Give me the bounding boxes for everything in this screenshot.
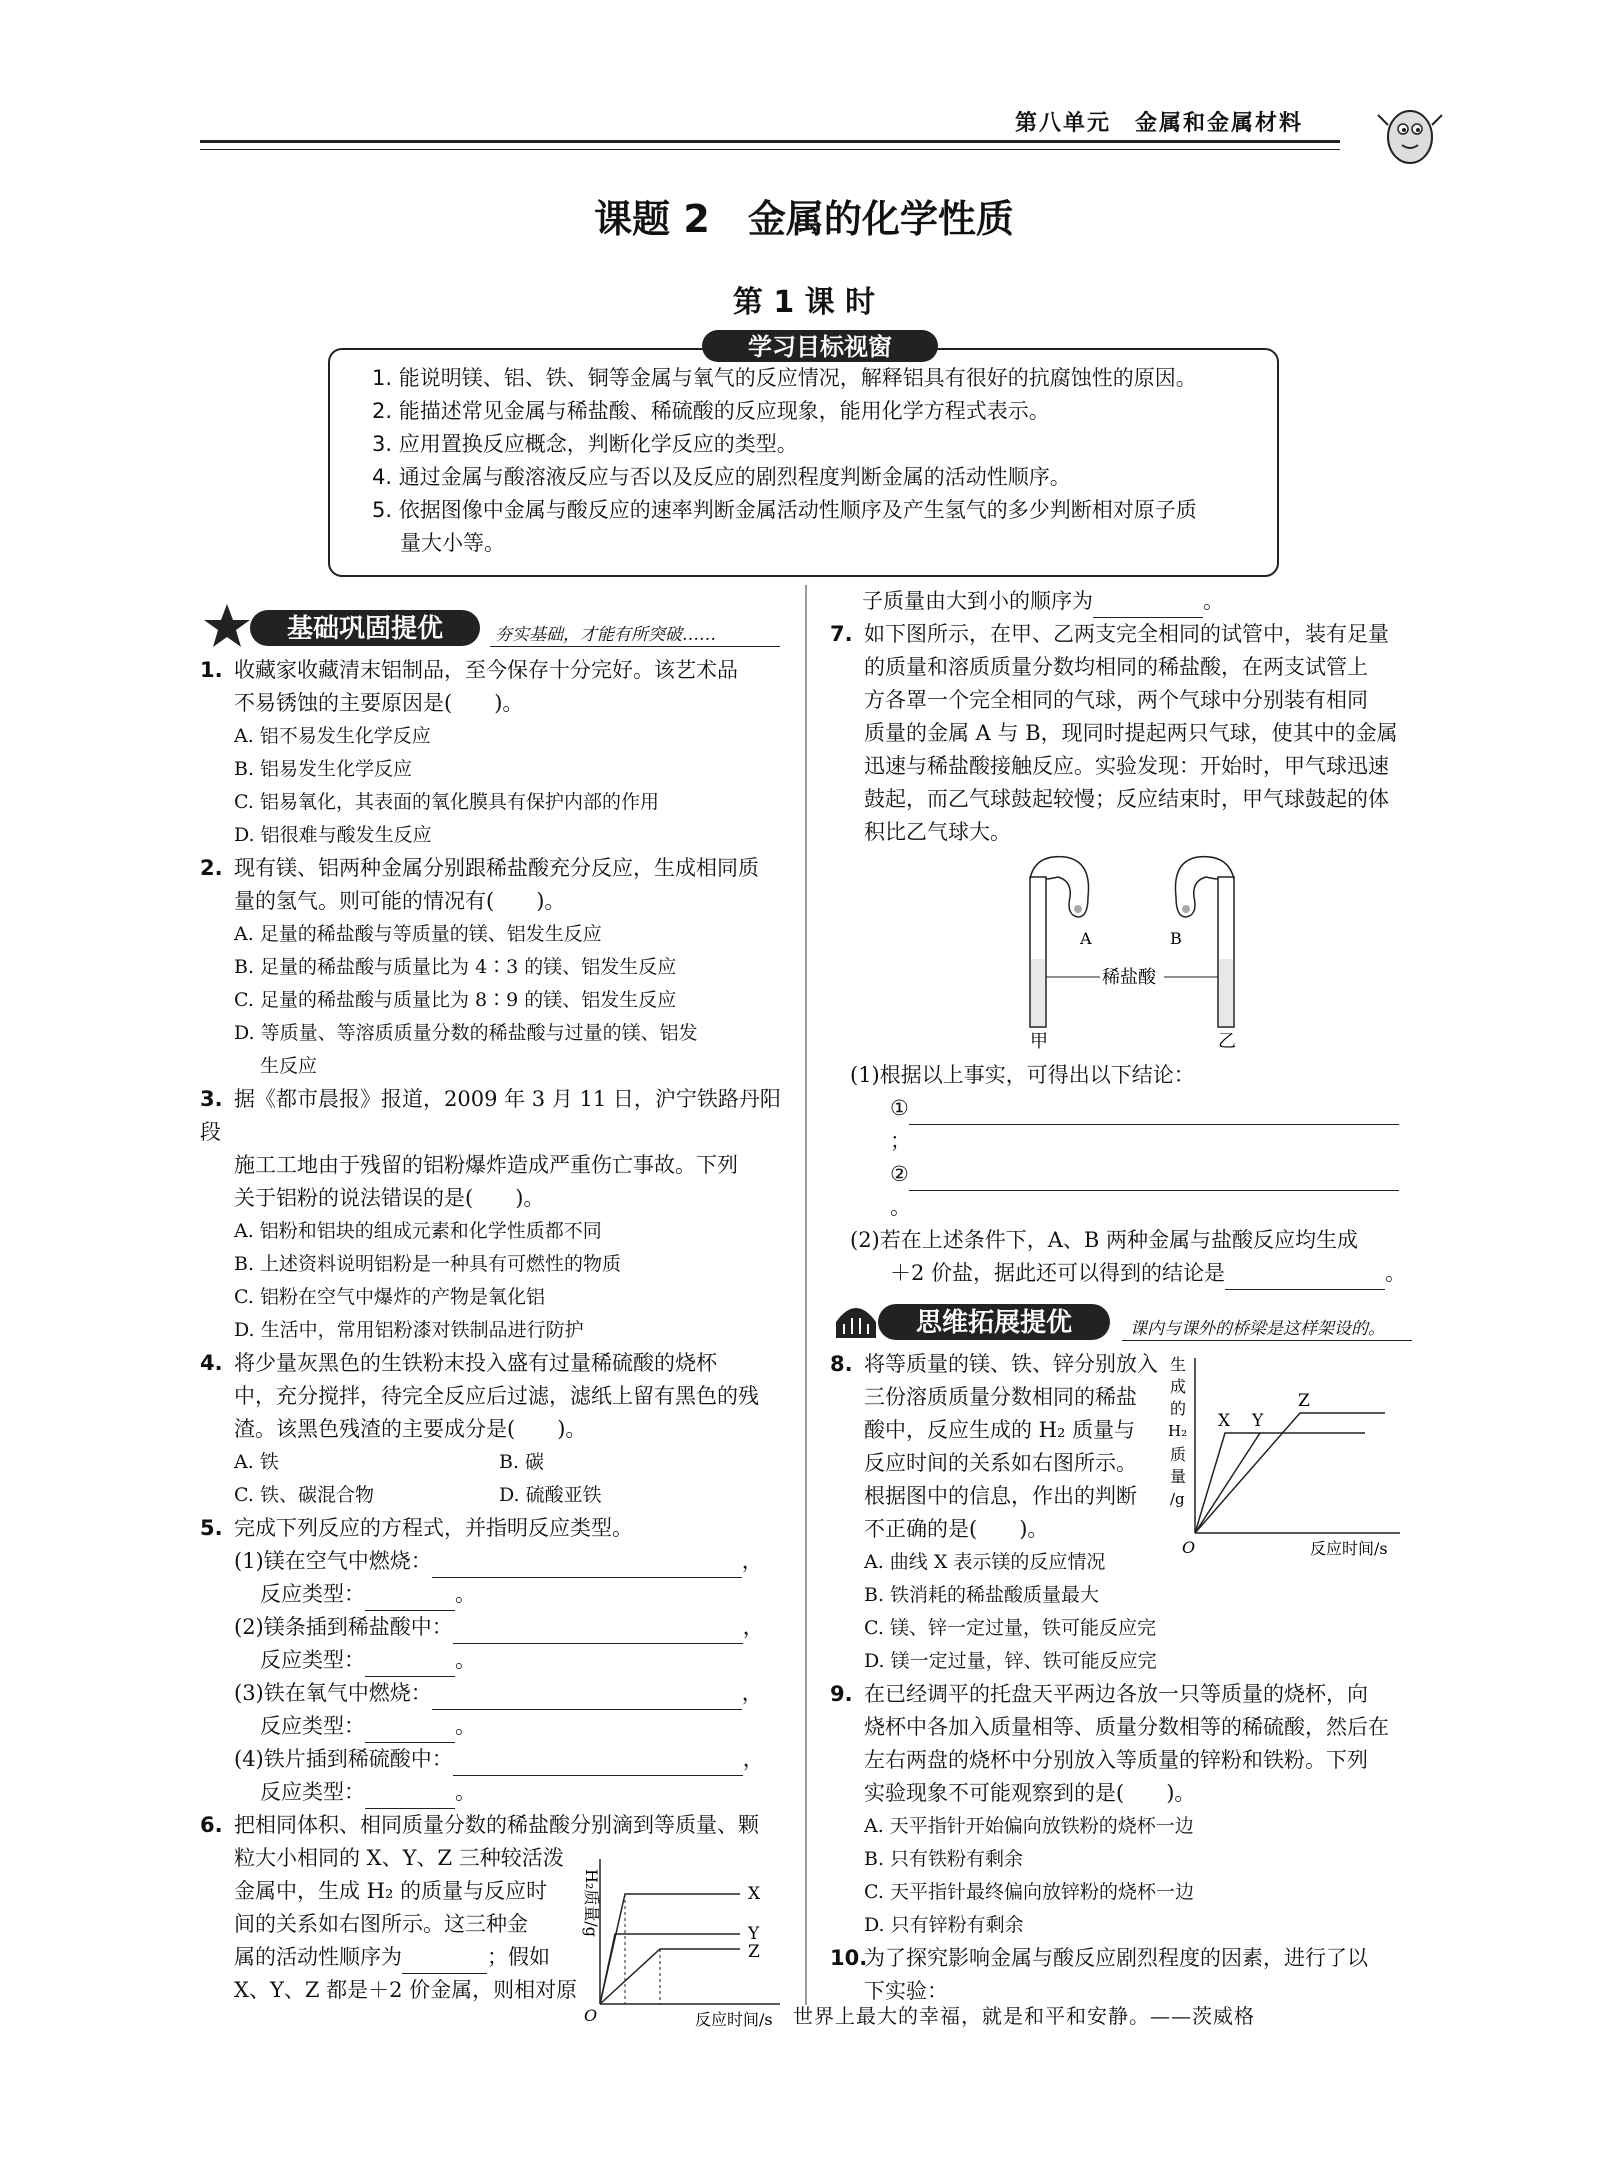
answer-blank[interactable] <box>365 1786 455 1809</box>
q6-series-x: X <box>748 1884 761 1904</box>
q6-origin: O <box>584 2006 598 2025</box>
label-acid: 稀盐酸 <box>1102 967 1156 988</box>
question-2: 2. 现有镁、铝两种金属分别跟稀盐酸充分反应，生成相同质 量的氢气。则可能的情况有( )。 A. 足量的稀盐酸与等质量的镁、铝发生反应 B. 足量的稀盐酸与质量比为 4∶3 的镁、铝发生反应 C. 足量的稀盐酸与质量比为 8∶9 的镁、铝发生反应 D. 等质量、等溶质质量分数的稀盐酸与过量的镁、铝发 生反应 <box>200 852 785 1083</box>
question-4: 4. 将少量灰黑色的生铁粉末投入盛有过量稀硫酸的烧杯 中，充分搅拌，待完全反应后过滤，滤纸上留有黑色的残 渣。该黑色残渣的主要成分是( )。 A. 铁 B. 碳 C. 铁、碳混合物 D. 硫酸亚铁 <box>200 1347 785 1512</box>
question-10: 10.为了探究影响金属与酸反应剧烈程度的因素，进行了以 下实验： <box>830 1946 1368 2003</box>
option: D. 镁一定过量，锌、铁可能反应完 <box>864 1650 1157 1672</box>
option: C. 镁、锌一定过量，铁可能反应完 <box>864 1617 1156 1639</box>
label-b: B <box>1170 929 1182 948</box>
objective-item: 3. 应用置换反应概念，判断化学反应的类型。 <box>372 432 798 456</box>
q8-series-x: X <box>1218 1411 1231 1431</box>
q8-ylabel: 的 <box>1170 1399 1187 1418</box>
question-6: 6. 把相同体积、相同质量分数的稀盐酸分别滴到等质量、颗 粒大小相同的 X、Y、Z 三种较活泼 金属中，生成 H₂ 的质量与反应时 间的关系如右图所示。这三种金 属的活动性顺序为 ；假如 X、Y、Z 都是＋2 价金属，则相对原 O H₂质量/g 反应时间/s X Y Z <box>200 1809 785 2007</box>
option: B. 铁消耗的稀盐酸质量最大 <box>864 1584 1100 1606</box>
section-extend-header <box>830 1294 1410 1348</box>
option: A. 足量的稀盐酸与等质量的镁、铝发生反应 <box>234 923 602 945</box>
answer-blank[interactable] <box>365 1588 455 1611</box>
question-9: 9. 在已经调平的托盘天平两边各放一只等质量的烧杯，向 烧杯中各加入质量相等、质量分数相等的稀硫酸，然后在 左右两盘的烧杯中分别放入等质量的锌粉和铁粉。下列 实验现象不可能观察到的是( )。 A. 天平指针开始偏向放铁粉的烧杯一边 B. 只有铁粉有剩余 C. 天平指针最终偏向放锌粉的烧杯一边 D. 只有锌粉有剩余 <box>830 1678 1410 1942</box>
answer-blank[interactable] <box>453 1621 743 1644</box>
option: A. 曲线 X 表示镁的反应情况 <box>864 1551 1106 1573</box>
right-column: 子质量由大到小的顺序为 。 7. 如下图所示，在甲、乙两支完全相同的试管中，装有足量 的质量和溶质质量分数均相同的稀盐酸，在两支试管上 方各罩一个完全相同的气球，两个气球中分别装有相同 质量的金属 A 与 B，现同时提起两只气球，使其中的金属 迅速与稀盐酸接触反应。实验发现：开始时，甲气球迅速 鼓起，而乙气球鼓起较慢；反应结束时，甲气球鼓起的体 积比乙气球大。 A B 稀盐酸 甲 乙 (1)根据以上事实，可得出以下结论： ①； ②。 (2)若在上述条件下，A、B 两种金属与盐酸反应均生成 ＋2 价盐，据此还可以得到的结论是 。 思维拓展提优 课内与课外的桥梁是这样架设的。 8. 将等质量的镁、铁、锌分别放入 三份溶质质量分数相同的稀盐 酸中，反应生成的 H₂ 质量与 反应时间的关系如右图所示。 根据图中的信息，作出的判断 不正确的是( )。 A. 曲线 X 表示镁的反应情况 B. 铁消耗的稀盐酸质量最大 C. 镁、锌一定过量，铁可能反应完 D. 镁一定过量，锌、铁可能反应完 O 生 成 的 H₂ 质 量 /g 反应时间/s X Y Z 9. 在已经调平的托盘天平两边各放一只等质量的烧杯，向 烧杯中各加入质量相等、质量分数相等的稀硫酸，然后在 左右两盘的烧杯中分别放入等质量的锌粉和铁粉。下列 实验现象不可能观察到的是( )。 A. 天平指针开始偏向放铁粉的烧杯一边 B. 只有铁粉有剩余 C. 天平指针最终偏向放锌粉的烧杯一边 D. 只有锌粉有剩余 10.为了探究影响金属与酸反应剧烈程度的因素，进行了以 下实验： <box>830 585 1410 2008</box>
option: B. 铝易发生化学反应 <box>234 758 413 780</box>
answer-blank[interactable] <box>453 1753 743 1776</box>
label-jia: 甲 <box>1030 1031 1048 1049</box>
section-basic-header <box>200 600 785 654</box>
option: B. 上述资料说明铝粉是一种具有可燃性的物质 <box>234 1253 622 1275</box>
q8-series-z: Z <box>1298 1391 1310 1411</box>
answer-blank[interactable] <box>432 1687 742 1710</box>
mascot-icon <box>1370 95 1450 175</box>
q8-ylabel: 量 <box>1170 1467 1187 1486</box>
lesson-subtitle: 第 1 课 时 <box>732 285 876 320</box>
section-extend-tag: 课内与课外的桥梁是这样架设的。 <box>1130 1319 1385 1339</box>
q6-line-z <box>600 1949 740 2004</box>
question-3: 3. 据《都市晨报》报道，2009 年 3 月 11 日，沪宁铁路丹阳段 施工工地由于残留的铝粉爆炸造成严重伤亡事故。下列 关于铝粉的说法错误的是( )。 A. 铝粉和铝块的组成元素和化学性质都不同 B. 上述资料说明铝粉是一种具有可燃性的物质 C. 铝粉在空气中爆炸的产物是氧化铝 D. 生活中，常用铝粉漆对铁制品进行防护 <box>200 1083 785 1347</box>
option: C. 足量的稀盐酸与质量比为 8∶9 的镁、铝发生反应 <box>234 989 677 1011</box>
section-basic-tag: 夯实基础，才能有所突破…… <box>495 625 716 645</box>
answer-blank[interactable] <box>365 1654 455 1677</box>
option: D. 铝很难与酸发生反应 <box>234 824 432 846</box>
left-column <box>200 600 785 2029</box>
q8-ylabel: H₂ <box>1168 1422 1188 1440</box>
header-rule <box>200 140 1340 143</box>
objective-item: 2. 能描述常见金属与稀盐酸、稀硫酸的反应现象，能用化学方程式表示。 <box>372 399 1050 423</box>
option: D. 硫酸亚铁 <box>499 1484 602 1506</box>
option: D. 只有锌粉有剩余 <box>864 1914 1024 1936</box>
objectives-list <box>372 362 1272 560</box>
q8-line-x <box>1195 1433 1365 1533</box>
q6-series-z: Z <box>748 1942 760 1962</box>
objective-item: 1. 能说明镁、铝、铁、铜等金属与氧气的反应情况，解释铝具有很好的抗腐蚀性的原因。 <box>372 366 1197 390</box>
label-a: A <box>1080 929 1092 948</box>
question-8: 8. 将等质量的镁、铁、锌分别放入 三份溶质质量分数相同的稀盐 酸中，反应生成的 H₂ 质量与 反应时间的关系如右图所示。 根据图中的信息，作出的判断 不正确的是( )。 A. 曲线 X 表示镁的反应情况 B. 铁消耗的稀盐酸质量最大 C. 镁、锌一定过量，铁可能反应完 D. 镁一定过量，锌、铁可能反应完 O 生 成 的 H₂ 质 量 /g 反应时间/s X Y Z <box>830 1348 1410 1678</box>
q8-ylabel: /g <box>1170 1490 1185 1508</box>
option: D. 等质量、等溶质质量分数的稀盐酸与过量的镁、铝发 <box>234 1022 698 1044</box>
option: C. 铝粉在空气中爆炸的产物是氧化铝 <box>234 1286 545 1308</box>
option: A. 铝不易发生化学反应 <box>234 725 431 747</box>
option: A. 铁 <box>234 1451 279 1473</box>
label-yi: 乙 <box>1218 1031 1236 1049</box>
column-divider <box>805 585 807 2005</box>
q7-balloon-figure <box>830 849 1410 1049</box>
header-rule-thin <box>200 149 1340 150</box>
answer-blank[interactable] <box>909 1168 1399 1191</box>
option: A. 铝粉和铝块的组成元素和化学性质都不同 <box>234 1220 602 1242</box>
option: A. 天平指针开始偏向放铁粉的烧杯一边 <box>864 1815 1194 1837</box>
option: C. 铁、碳混合物 <box>234 1484 374 1506</box>
question-5: 5. 完成下列反应的方程式，并指明反应类型。 (1)镁在空气中燃烧： ， 反应类型： 。 (2)镁条插到稀盐酸中： ， 反应类型： 。 (3)铁在氧气中燃烧： ， 反应类型： 。 (4)铁片插到稀硫酸中： ， 反应类型： 。 <box>200 1512 785 1809</box>
q8-ylabel: 成 <box>1170 1377 1187 1396</box>
page-title: 课题 2 金属的化学性质 <box>594 197 1014 241</box>
q6-xlabel: 反应时间/s <box>695 2010 773 2029</box>
section-extend-badge <box>830 1294 1130 1348</box>
objective-item: 4. 通过金属与酸溶液反应与否以及反应的剧烈程度判断金属的活动性顺序。 <box>372 465 1071 489</box>
answer-blank[interactable] <box>432 1555 742 1578</box>
section-basic-badge <box>200 600 500 654</box>
question-1: 1. 收藏家收藏清末铝制品，至今保存十分完好。该艺术品 不易锈蚀的主要原因是( )。 A. 铝不易发生化学反应 B. 铝易发生化学反应 C. 铝易氧化，其表面的氧化膜具有保护内部的作用 D. 铝很难与酸发生反应 <box>200 654 785 852</box>
option: C. 天平指针最终偏向放锌粉的烧杯一边 <box>864 1881 1194 1903</box>
q6-line-y <box>600 1934 740 2004</box>
q8-line-y <box>1195 1433 1260 1533</box>
objective-item: 量大小等。 <box>400 531 505 555</box>
answer-blank[interactable] <box>1093 595 1203 618</box>
objective-item: 5. 依据图像中金属与酸反应的速率判断金属活动性顺序及产生氢气的多少判断相对原子质 <box>372 498 1197 522</box>
section-basic-label: 基础巩固提优 <box>286 614 444 644</box>
q6-series-y: Y <box>748 1924 760 1944</box>
objectives-badge <box>700 326 940 366</box>
q8-origin: O <box>1182 1538 1196 1557</box>
option: B. 只有铁粉有剩余 <box>864 1848 1024 1870</box>
objectives-badge-label: 学习目标视窗 <box>748 332 892 361</box>
q8-xlabel: 反应时间/s <box>1310 1539 1388 1558</box>
q6-ylabel: H₂质量/g <box>582 1869 601 1938</box>
q8-line-z <box>1195 1413 1385 1533</box>
answer-blank[interactable] <box>1225 1267 1385 1290</box>
answer-blank[interactable] <box>365 1720 455 1743</box>
option: C. 铝易氧化，其表面的氧化膜具有保护内部的作用 <box>234 791 659 813</box>
section-extend-label: 思维拓展提优 <box>915 1308 1073 1338</box>
option: D. 生活中，常用铝粉漆对铁制品进行防护 <box>234 1319 584 1341</box>
option: B. 碳 <box>499 1451 545 1473</box>
q8-h2-chart <box>1160 1348 1410 1558</box>
option: B. 足量的稀盐酸与质量比为 4∶3 的镁、铝发生反应 <box>234 956 677 978</box>
q8-series-y: Y <box>1252 1411 1264 1431</box>
unit-header: 第八单元 金属和金属材料 <box>1015 111 1304 136</box>
option: 生反应 <box>260 1055 318 1077</box>
answer-blank[interactable] <box>402 1951 487 1974</box>
footer-quote: 世界上最大的幸福，就是和平和安静。——茨威格 <box>793 2004 1255 2028</box>
q8-ylabel: 质 <box>1170 1445 1187 1464</box>
question-7: 7. 如下图所示，在甲、乙两支完全相同的试管中，装有足量 的质量和溶质质量分数均相同的稀盐酸，在两支试管上 方各罩一个完全相同的气球，两个气球中分别装有相同 质量的金属 A 与 B，现同时提起两只气球，使其中的金属 迅速与稀盐酸接触反应。实验发现：开始时，甲气球迅速 鼓起，而乙气球鼓起较慢；反应结束时，甲气球鼓起的体 积比乙气球大。 A B 稀盐酸 甲 乙 (1)根据以上事实，可得出以下结论： ①； ②。 (2)若在上述条件下，A、B 两种金属与盐酸反应均生成 ＋2 价盐，据此还可以得到的结论是 。 <box>830 618 1410 1290</box>
answer-blank[interactable] <box>909 1102 1399 1125</box>
q8-ylabel: 生 <box>1170 1355 1187 1374</box>
